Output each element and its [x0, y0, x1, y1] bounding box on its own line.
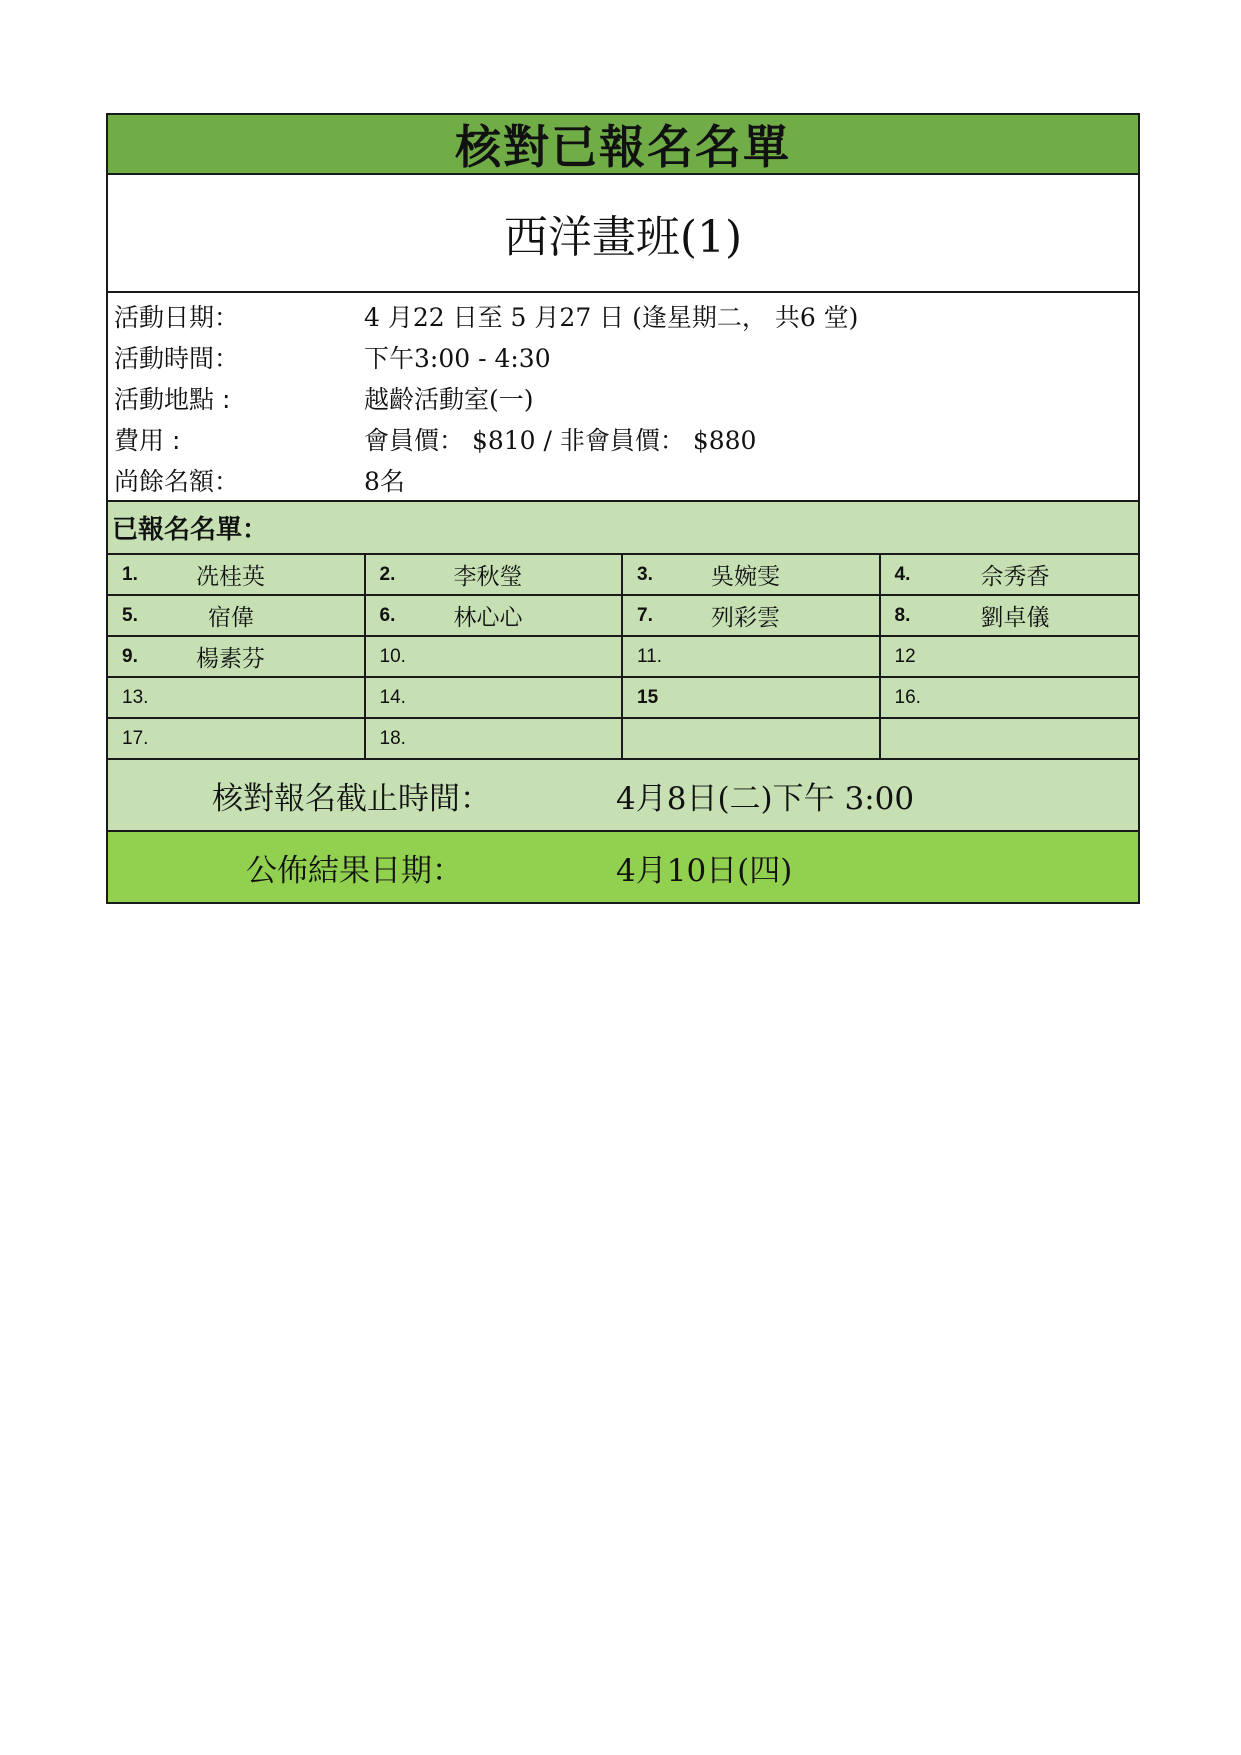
registrant-name: 佘秀香: [980, 564, 1050, 590]
registrant-cell: [366, 555, 624, 596]
registrant-name: 楊素芬: [196, 646, 265, 672]
registrant-name: 吳婉雯: [711, 564, 780, 590]
registrant-number: 12: [894, 645, 916, 667]
registrant-number: 17.: [122, 727, 149, 749]
info-label: 費用 :: [114, 425, 181, 455]
registrant-number: 15: [637, 686, 659, 708]
info-row-date: [108, 295, 1138, 336]
info-row-time: [108, 336, 1138, 377]
registrant-name: 冼桂英: [196, 564, 265, 590]
registrant-cell: [623, 719, 881, 760]
info-row-fee: [108, 418, 1138, 459]
registrant-number: 16.: [894, 686, 921, 708]
registrant-number: 4.: [894, 563, 911, 585]
registrant-cell: [881, 678, 1139, 719]
registered-list-header: 已報名名單：: [108, 502, 1138, 555]
registrant-cell: [108, 719, 366, 760]
registrant-number: 6.: [379, 604, 396, 626]
confirmation-deadline: [108, 760, 1138, 832]
registrant-name: 列彩雲: [711, 605, 780, 631]
registrant-name: 宿偉: [208, 605, 254, 631]
registrant-grid: [108, 555, 1138, 760]
info-value: 會員價： $810 / 非會員價： $880: [364, 425, 757, 455]
registrant-number: 11.: [637, 645, 663, 667]
registrant-number: 7.: [637, 604, 653, 626]
registrant-cell: [366, 637, 624, 678]
activity-info: [108, 293, 1138, 502]
deadline-value: 4月8日(二)下午 3:00: [616, 780, 915, 817]
registrant-number: 10.: [379, 645, 406, 667]
announce-label: 公佈結果日期：: [246, 852, 463, 889]
registration-sheet: [106, 113, 1140, 904]
registrant-cell: [623, 555, 881, 596]
course-name: 西洋畫班(1): [108, 175, 1138, 293]
registrant-name: 林心心: [453, 605, 523, 631]
registrant-number: 14.: [379, 686, 406, 708]
registrant-name: 李秋瑩: [453, 564, 523, 590]
info-label: 尚餘名額：: [114, 466, 240, 496]
registrant-number: 13.: [122, 686, 149, 708]
registrant-cell: [108, 596, 366, 637]
announce-value: 4月10日(四): [616, 852, 793, 889]
info-label: 活動日期：: [114, 302, 240, 332]
registrant-name: 劉卓儀: [980, 605, 1050, 631]
registrant-number: 2.: [379, 563, 396, 585]
registrant-cell: [366, 678, 624, 719]
sheet-title: 核對已報名名單: [108, 115, 1138, 175]
registrant-cell: [881, 719, 1139, 760]
info-row-quota: [108, 459, 1138, 500]
info-value: 下午3:00 - 4:30: [364, 343, 551, 373]
registrant-number: 8.: [894, 604, 911, 626]
info-value: 8名: [364, 466, 405, 496]
registrant-cell: [623, 678, 881, 719]
registrant-cell: [623, 637, 881, 678]
registrant-number: 1.: [122, 563, 138, 585]
registrant-cell: [366, 719, 624, 760]
registrant-number: 9.: [122, 645, 138, 667]
info-value: 4 月22 日至 5 月27 日 (逢星期二， 共6 堂): [364, 302, 859, 332]
registrant-cell: [108, 637, 366, 678]
info-row-location: [108, 377, 1138, 418]
registrant-cell: [108, 678, 366, 719]
registrant-cell: [623, 596, 881, 637]
registrant-cell: [881, 596, 1139, 637]
registrant-cell: [366, 596, 624, 637]
registrant-number: 18.: [379, 727, 406, 749]
deadline-label: 核對報名截止時間：: [212, 780, 491, 817]
registrant-number: 3.: [637, 563, 653, 585]
info-value: 越齡活動室(一): [364, 384, 534, 414]
info-label: 活動地點 :: [114, 384, 231, 414]
info-label: 活動時間：: [114, 343, 240, 373]
result-announcement: [108, 832, 1138, 902]
registrant-cell: [881, 637, 1139, 678]
registrant-cell: [881, 555, 1139, 596]
registrant-cell: [108, 555, 366, 596]
registrant-number: 5.: [122, 604, 138, 626]
